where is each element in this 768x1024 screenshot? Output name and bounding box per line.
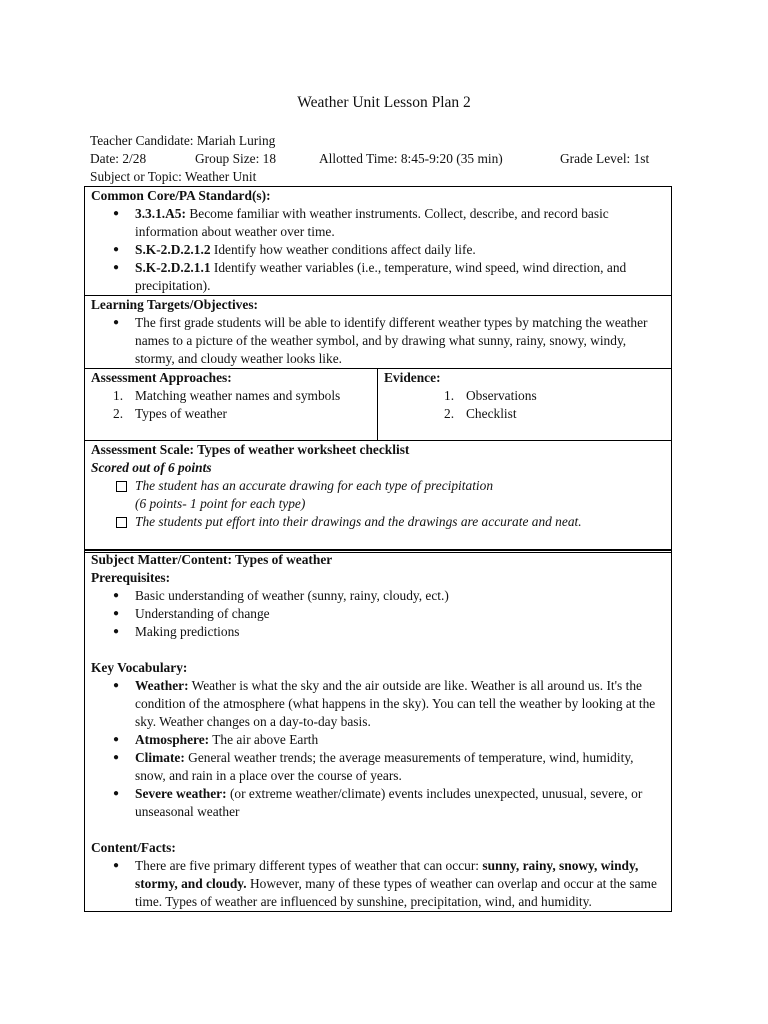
vocab-item: ● Weather: Weather is what the sky and the air outside are like. Weather is all around us. It's the condition of the atmosphere (what happens in the sky). You can tell the weather by looking at the sky. Weather changes on a day-to-day basis. <box>91 677 665 731</box>
standard-item: ● S.K-2.D.2.1.1 Identify weather variables (i.e., temperature, wind speed, wind direction, and precipitation). <box>91 259 665 295</box>
vocab-item: ● Climate: General weather trends; the average measurements of temperature, wind, humidity, snow, and rain in a place over the course of years. <box>91 749 665 785</box>
objectives-heading: Learning Targets/Objectives: <box>91 297 258 312</box>
standards-heading: Common Core/PA Standard(s): <box>91 188 271 203</box>
group-size: Group Size: 18 <box>195 151 277 166</box>
evidence-item: 2. Checklist <box>444 406 517 421</box>
assessment-section <box>85 368 671 440</box>
standard-item: ● S.K-2.D.2.1.2 Identify how weather conditions affect daily life. <box>91 241 665 259</box>
scale-points: Scored out of 6 points <box>91 460 212 475</box>
assessment-item: 1. Matching weather names and symbols <box>113 388 341 403</box>
lesson-table-bottom <box>84 549 672 912</box>
content-heading: Subject Matter/Content: Types of weather <box>91 552 333 567</box>
content-section <box>85 551 671 911</box>
lesson-meta <box>90 132 680 186</box>
standard-item: ● 3.3.1.A5: Become familiar with weather instruments. Collect, describe, and record basic information about weather over time. <box>91 205 665 241</box>
prereq-heading: Prerequisites: <box>91 570 171 585</box>
objectives-section <box>85 295 671 368</box>
checkbox-icon <box>116 481 127 492</box>
assessment-scale-section <box>85 440 671 552</box>
assessment-item: 2. Types of weather <box>113 406 228 421</box>
lesson-date: Date: 2/28 <box>90 151 147 166</box>
checklist-item: The students put effort into their drawings and the drawings are accurate and neat. <box>91 513 665 531</box>
evidence-item: 1. Observations <box>444 388 537 403</box>
lesson-table-top <box>84 186 672 553</box>
prereq-item: ● Making predictions <box>91 623 665 641</box>
standards-section <box>85 187 671 295</box>
teacher-candidate: Teacher Candidate: Mariah Luring <box>90 133 276 148</box>
document-title: Weather Unit Lesson Plan 2 <box>297 94 471 111</box>
vocab-item: ● Atmosphere: The air above Earth <box>91 731 665 749</box>
grade-level: Grade Level: 1st <box>560 151 650 166</box>
facts-heading: Content/Facts: <box>91 840 176 855</box>
subject-topic: Subject or Topic: Weather Unit <box>90 169 257 184</box>
objective-item: ● The first grade students will be able to identify different weather types by matching the weather names to a picture of the weather symbol, and by drawing what sunny, rainy, snowy, windy, stormy, and cloudy weather looks like. <box>91 314 665 368</box>
prereq-item: ● Understanding of change <box>91 605 665 623</box>
fact-item: ● There are five primary different types of weather that can occur: sunny, rainy, snowy, windy, stormy, and cloudy. However, many of these types of weather can overlap and occur at the same time. Types of weather are influenced by sunshine, precipitation, wind, and humidity. <box>91 857 665 911</box>
vocab-item: ● Severe weather: (or extreme weather/climate) events includes unexpected, unusual, severe, or unseasonal weather <box>91 785 665 821</box>
checkbox-icon <box>116 517 127 528</box>
allotted-time: Allotted Time: 8:45-9:20 (35 min) <box>319 151 503 166</box>
vocab-heading: Key Vocabulary: <box>91 660 188 675</box>
evidence-heading: Evidence: <box>384 370 441 385</box>
prereq-item: ● Basic understanding of weather (sunny, rainy, cloudy, ect.) <box>91 587 665 605</box>
checklist-item: The student has an accurate drawing for each type of precipitation (6 points- 1 point for each type) <box>91 477 665 513</box>
scale-heading: Assessment Scale: Types of weather worksheet checklist <box>91 442 410 457</box>
assessment-heading: Assessment Approaches: <box>91 370 232 385</box>
